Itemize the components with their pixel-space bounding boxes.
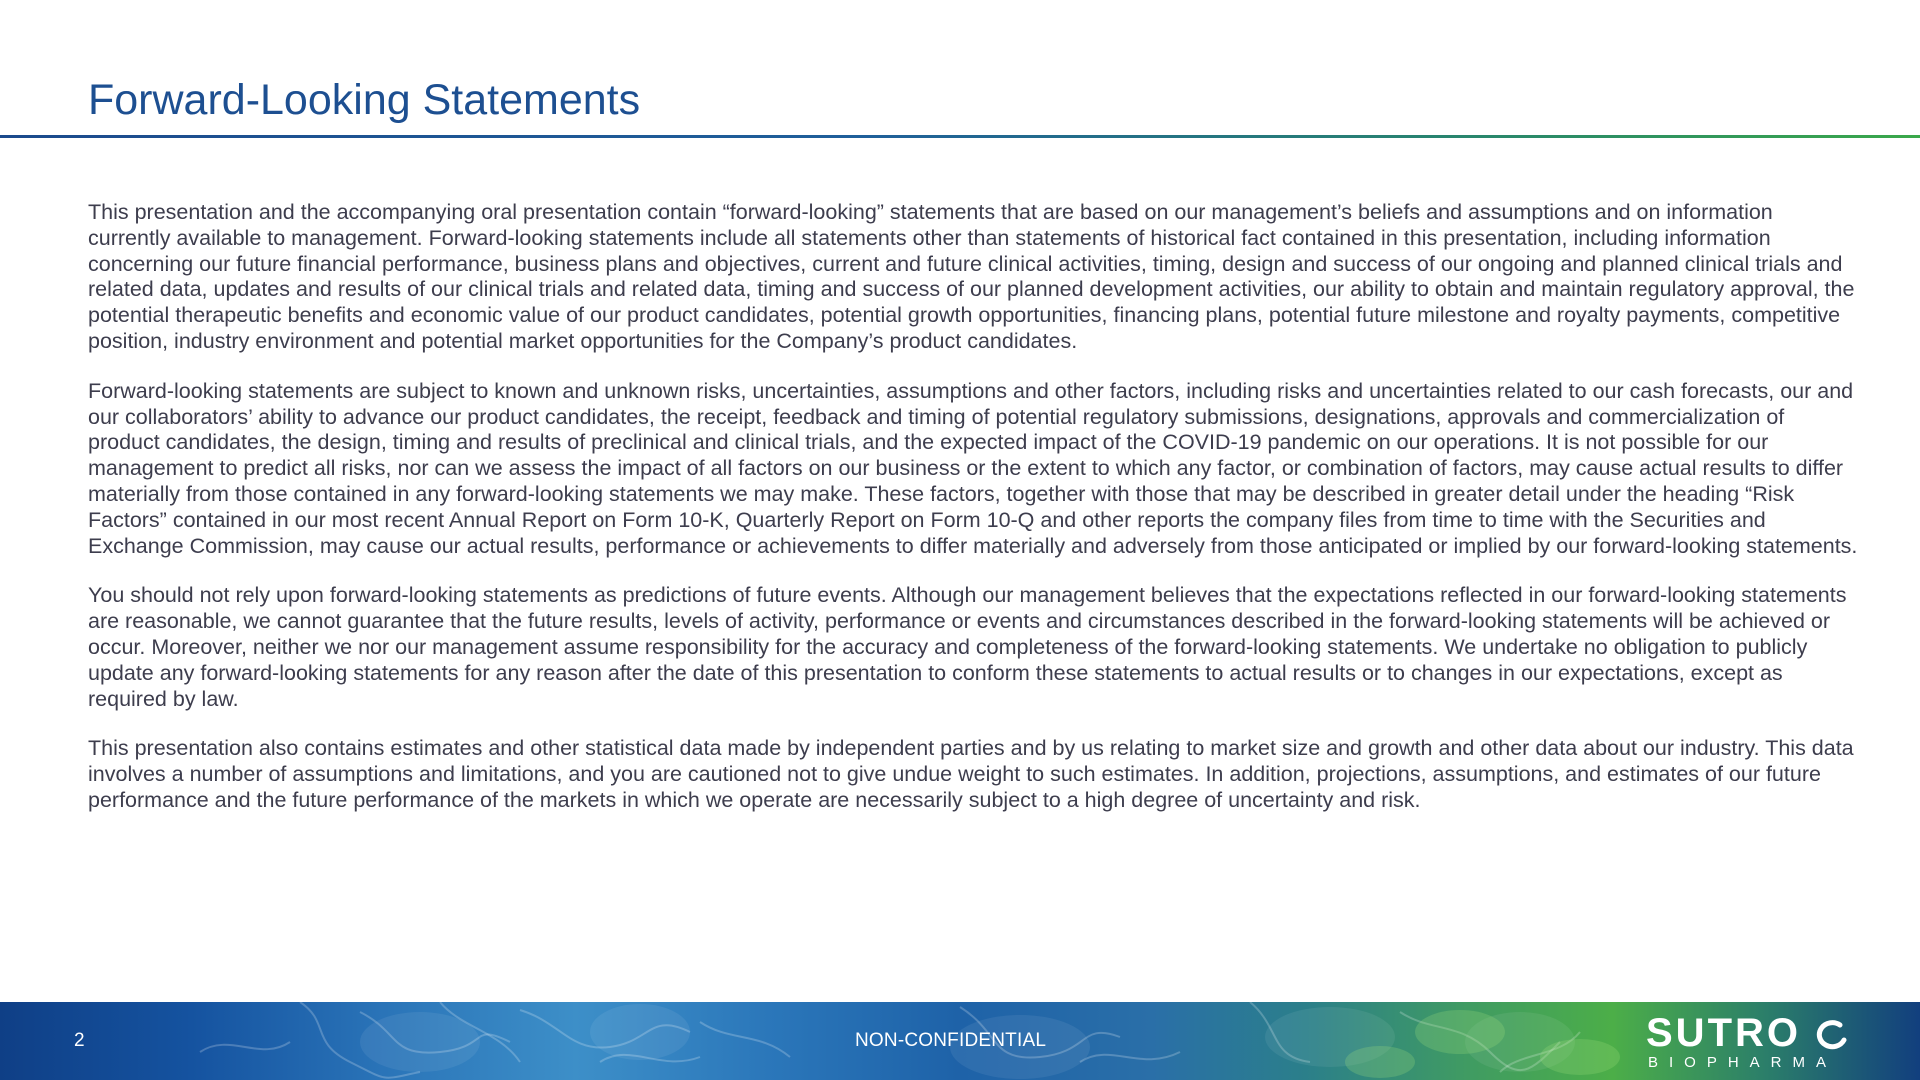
paragraph-risks: Forward-looking statements are subject to known and unknown risks, uncertainties, assumptions and other factors, including risks and uncertainties related to our cash forecasts, our and our collaborators’ ability to advance our product candidates, the receipt, feedback and timing of potential regulatory submissions, designations, approvals and commercialization of product candidates, the design, timing and results of preclinical and clinical trials, and the expected impact of the COVID-19 pandemic on our operations. It is not possible for our management to predict all risks, nor can we assess the impact of all factors on our business or the extent to which any factor, or combination of factors, may cause actual results to differ materially from those contained in any forward-looking statements we may make. These factors, together with those that may be described in greater detail under the heading “Risk Factors” contained in our most recent Annual Report on Form 10-K, Quarterly Report on Form 10-Q and other reports the company files from time to time with the Securities and Exchange Commission, may cause our actual results, performance or achievements to differ materially and adversely from those anticipated or implied by our forward-looking statements. (88, 378, 1858, 558)
page-number: 2 (74, 1030, 85, 1051)
disclaimer-body (88, 200, 1858, 838)
sutro-biopharma-logo (1640, 1010, 1870, 1074)
footer-banner (0, 1002, 1920, 1080)
confidentiality-label: NON-CONFIDENTIAL (855, 1030, 1047, 1051)
slide-title: Forward-Looking Statements (88, 76, 641, 124)
title-divider (0, 135, 1920, 138)
paragraph-reliance: You should not rely upon forward-looking statements as predictions of future events. Although our management believes that the expectations reflected in our forward-looking statements are reasonable, we cannot guarantee that the future results, levels of activity, performance or events and circumstances described in the forward-looking statements will be achieved or occur. Moreover, neither we nor our management assume responsibility for the accuracy and completeness of the forward-looking statements. We undertake no obligation to publicly update any forward-looking statements for any reason after the date of this presentation to conform these statements to actual results or to changes in our expectations, except as required by law. (88, 583, 1847, 711)
logo-wordmark: SUTRO (1646, 1011, 1801, 1055)
paragraph-forward-looking: This presentation and the accompanying oral presentation contain “forward-looking” statements that are based on our management’s beliefs and assumptions and on information currently available to management. Forward-looking statements include all statements other than statements of historical fact contained in this presentation, including information concerning our future financial performance, business plans and objectives, current and future clinical activities, timing, design and success of our ongoing and planned clinical trials and related data, updates and results of our clinical trials and related data, timing and success of our planned development activities, our ability to obtain and maintain regulatory approval, the potential therapeutic benefits and economic value of our product candidates, potential growth opportunities, financing plans, potential future milestone and royalty payments, competitive position, industry environment and potential market opportunities for the Company’s product candidates. (88, 200, 1855, 353)
logo-ring-icon (1814, 1020, 1850, 1050)
paragraph-estimates: This presentation also contains estimates and other statistical data made by independent parties and by us relating to market size and growth and other data about our industry. This data involves a number of assumptions and limitations, and you are cautioned not to give undue weight to such estimates. In addition, projections, assumptions, and estimates of our future performance and the future performance of the markets in which we operate are necessarily subject to a high degree of uncertainty and risk. (88, 736, 1854, 812)
logo-subtitle: BIOPHARMA (1648, 1054, 1838, 1071)
